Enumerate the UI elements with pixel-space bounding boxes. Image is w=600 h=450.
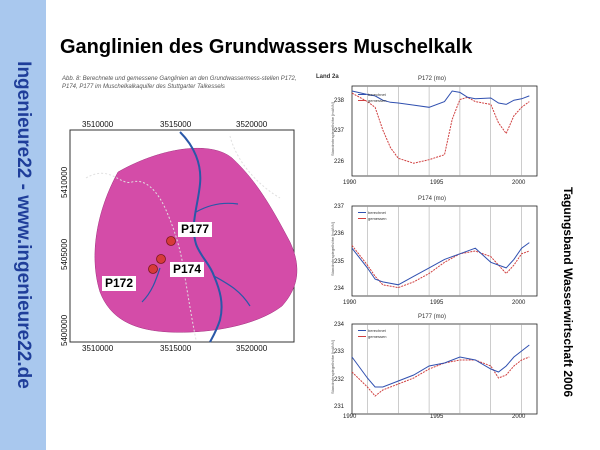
chart-xtick: 1990 [343, 300, 357, 306]
chart-ytick: 235 [334, 259, 345, 265]
chart-ytick: 231 [334, 404, 345, 410]
chart-title: P172 (mo) [417, 76, 446, 82]
chart-title: P174 (mo) [417, 196, 446, 202]
chart-p174 [322, 196, 542, 314]
chart-ytick: 237 [334, 204, 345, 210]
figure-caption: Abb. 8: Berechnete und gemessene Ganglinien an den Grundwassermess-stellen P172, P174, P177 im Muschelkalkaquifer des Stuttgarter Talkessels [62, 76, 297, 90]
chart-xtick: 2000 [512, 180, 526, 186]
chart-xtick: 1990 [343, 414, 357, 420]
charts-header: Land 2a [316, 74, 339, 80]
map-ytick: 5400000 [60, 314, 69, 346]
chart-ytick: 236 [334, 231, 345, 237]
chart-ytick: 234 [334, 286, 345, 292]
map-xtick: 3515000 [160, 344, 192, 353]
map-ytick: 5405000 [60, 238, 69, 270]
proceedings-vertical-text: Tagungsband Wasserwirtschaft 2006 [561, 186, 575, 398]
map-xtick: 3510000 [82, 120, 114, 129]
chart-title: P177 (mo) [417, 314, 446, 320]
well-marker-p172 [149, 265, 158, 274]
map-xtick: 3520000 [236, 120, 268, 129]
chart-svg [322, 76, 542, 194]
chart-xtick: 1995 [430, 300, 444, 306]
chart-ytick: 238 [334, 98, 345, 104]
chart-ytick: 234 [334, 322, 345, 328]
aquifer-map [60, 120, 304, 353]
legend-item: berechnet [368, 328, 386, 333]
legend-item: gemessen [368, 334, 387, 339]
map-xtick: 3520000 [236, 344, 268, 353]
chart-ylabel: Standrohrspiegelhöhe [müNN] [330, 222, 335, 276]
sidebar-band [0, 0, 46, 450]
chart-ytick: 232 [334, 377, 345, 383]
chart-legend [358, 92, 386, 104]
chart-p172 [322, 76, 542, 194]
chart-ytick: 226 [334, 159, 345, 165]
chart-ytick: 233 [334, 349, 345, 355]
chart-legend [358, 210, 386, 222]
chart-xtick: 2000 [512, 414, 526, 420]
legend-item: berechnet [368, 210, 386, 215]
chart-legend [358, 328, 386, 340]
chart-xtick: 2000 [512, 300, 526, 306]
page-title: Ganglinien des Grundwassers Muschelkalk [60, 36, 473, 58]
well-label-p174: P174 [170, 262, 204, 277]
chart-xtick: 1995 [430, 414, 444, 420]
chart-p177 [322, 314, 542, 432]
chart-xtick: 1990 [343, 180, 357, 186]
well-marker-p177 [167, 237, 176, 246]
chart-ytick: 237 [334, 128, 345, 134]
legend-item: berechnet [368, 92, 386, 97]
map-xtick: 3510000 [82, 344, 114, 353]
chart-svg [322, 196, 542, 314]
well-label-p172: P172 [102, 276, 136, 291]
sidebar-url-text: Ingenieure22 - www.ingenieure22.de [13, 61, 34, 389]
legend-item: gemessen [368, 216, 387, 221]
map-xtick: 3515000 [160, 120, 192, 129]
chart-xtick: 1995 [430, 180, 444, 186]
map-ytick: 5410000 [60, 166, 69, 198]
chart-ylabel: Standrohrspiegelhöhe [müNN] [330, 340, 335, 394]
chart-ylabel: Standrohrspiegelhöhe [müNN] [330, 102, 335, 156]
well-label-p177: P177 [178, 222, 212, 237]
well-marker-p174 [157, 255, 166, 264]
legend-item: gemessen [368, 98, 387, 103]
